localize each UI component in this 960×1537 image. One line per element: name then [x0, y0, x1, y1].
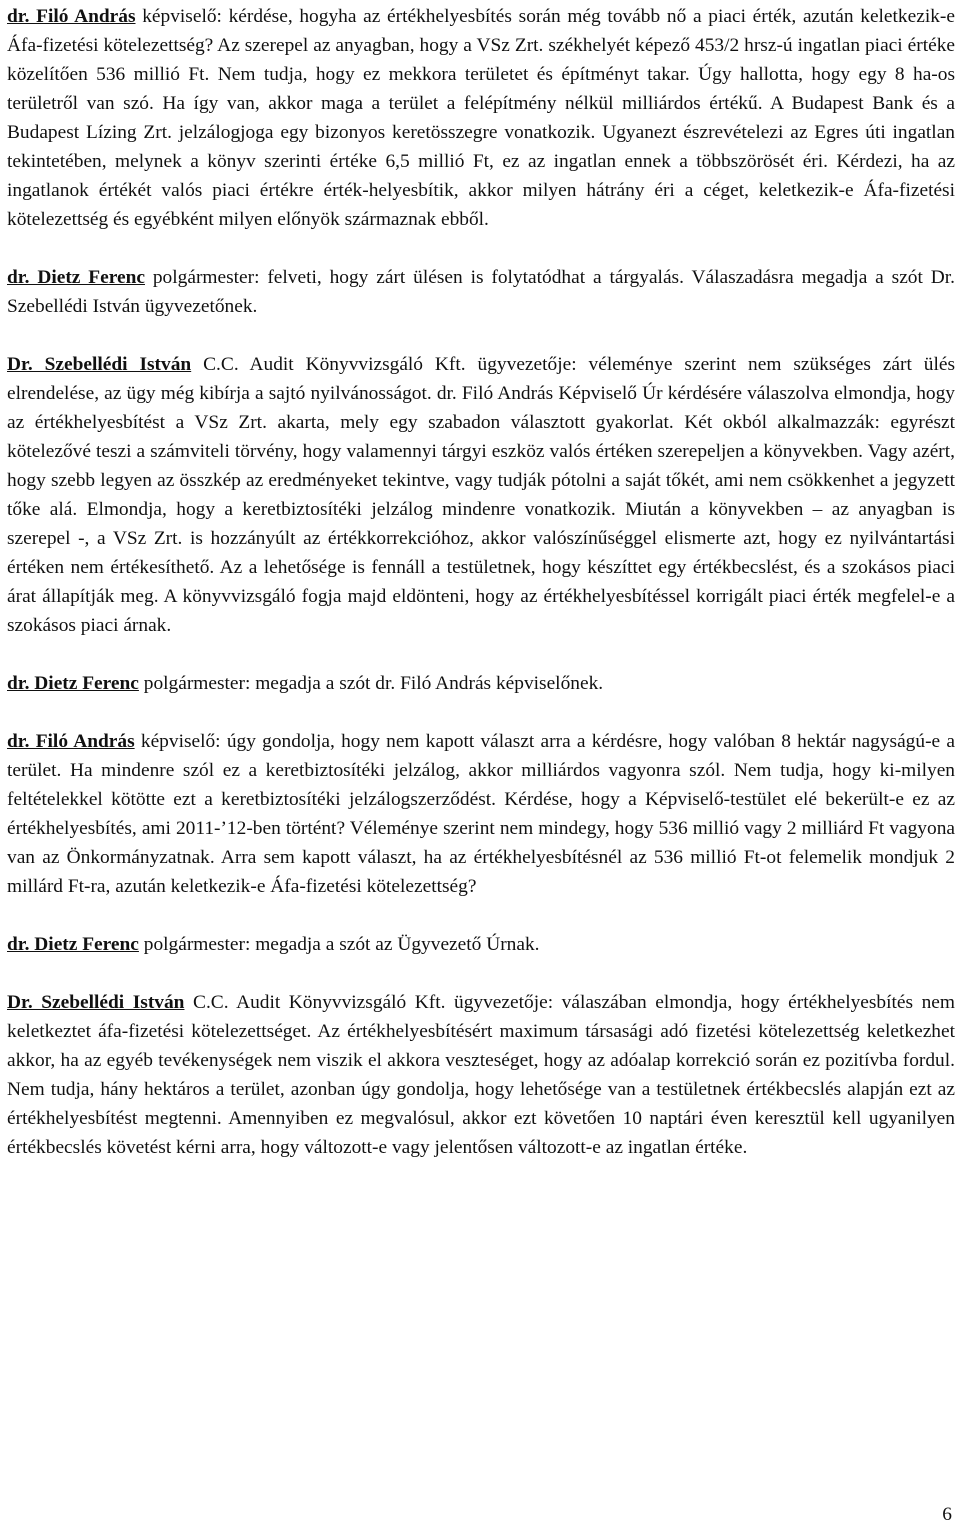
- paragraph-szebelledi-1: [7, 350, 955, 640]
- speaker-name: dr. Filó András: [7, 731, 135, 752]
- speaker-name: dr. Dietz Ferenc: [7, 267, 145, 288]
- paragraph-dietz-2: [7, 669, 955, 698]
- document-page: [7, 2, 955, 1191]
- paragraph-text: polgármester: megadja a szót az Ügyvezető Úrnak.: [138, 934, 540, 955]
- paragraph-szebelledi-2: [7, 988, 955, 1162]
- paragraph-text: C.C. Audit Könyvvizsgáló Kft. ügyvezetője: véleménye szerint nem szükséges zárt ülés elrendelése, az ügy még kibírja a sajtó nyilvánosságot. dr. Filó András Képviselő Úr kérdésére válaszolva elmondja, hogy az értékhelyesbítést a VSz Zrt. akarta, mely egy szabadon választott gyakorlat. Két okból alkalmazzák: egyrészt kötelezővé teszi a számviteli törvény, hogy valamennyi tárgyi eszköz valós értéken szerepeljen a könyvekben. Vagy azért, hogy szebb legyen az összkép az eredményeket tekintve, vagy tudják pótolni a saját tőkét, ami nem csökkenhet a jegyzett tőke alá. Elmondja, hogy a keretbiztosítéki jelzálog mindenre vonatkozik. Miután a könyvekben – az anyagban is szerepel -, a VSz Zrt. is hozzányúlt az értékkorrekcióhoz, akkor valószínűséggel elismerte azt, hogy ez nyilvántartási értéken nem értékesíthető. Az a lehetősége is fennáll a testületnek, hogy készíttet egy értékbecslést, és a szokásos piaci árat állapítják meg. A könyvvizsgáló fogja majd eldönteni, hogy az értékhelyesbítéssel korrigált piaci érték megfelel-e a szokásos piaci árnak.: [7, 354, 955, 636]
- paragraph-filo-question-2: [7, 727, 955, 901]
- paragraph-filo-question-1: [7, 2, 955, 234]
- speaker-name: dr. Dietz Ferenc: [7, 934, 139, 955]
- paragraph-text: polgármester: felveti, hogy zárt ülésen is folytatódhat a tárgyalás. Válaszadásra megadja a szót Dr. Szebellédi István ügyvezetőnek.: [7, 267, 956, 317]
- paragraph-dietz-3: [7, 930, 955, 959]
- paragraph-text: polgármester: megadja a szót dr. Filó András képviselőnek.: [138, 673, 604, 694]
- paragraph-dietz-1: [7, 263, 955, 321]
- paragraph-text: C.C. Audit Könyvvizsgáló Kft. ügyvezetője: válaszában elmondja, hogy értékhelyesbítés nem keletkeztet áfa-fizetési kötelezettséget. Az értékhelyesbítésért maximum társasági adó fizetési kötelezettség keletkezhet akkor, ha az egyéb tevékenységek nem viszik el akkora veszteséget, hogy az adóalap korrekció során ez pozitívba fordul. Nem tudja, hány hektáros a terület, azonban úgy gondolja, hogy lehetősége van a testületnek értékbecslés alapján ezt az értékhelyesbítést megtenni. Amennyiben ez megvalósul, akkor ezt követően 10 naptári éven keresztül kell ugyanilyen értékbecslés követést kérni arra, hogy változott-e vagy jelentősen változott-e az ingatlan értéke.: [7, 992, 956, 1158]
- paragraph-text: képviselő: úgy gondolja, hogy nem kapott választ arra a kérdésre, hogy valóban 8 hektár nagyságú-e a terület. Ha mindenre szól ez a keretbiztosítéki jelzálog, akkor milliárdos vagyonra szól. Nem tudja, hogy ki-milyen feltételekkel kötötte ezt a keretbiztosítéki jelzálogszerződést. Kérdése, hogy a Képviselő-testület elé bekerült-e ez az értékhelyesbítés, ami 2011-’12-ben történt? Véleménye szerint nem mindegy, hogy 536 millió vagy 2 milliárd Ft vagyona van az Önkormányzatnak. Arra sem kapott választ, ha az értékhelyesbítésnél az 536 millió Ft-ot felemelik mondjuk 2 millárd Ft-ra, azután keletkezik-e Áfa-fizetési kötelezettség?: [7, 731, 955, 897]
- paragraph-text: képviselő: kérdése, hogyha az értékhelyesbítés során még tovább nő a piaci érték, azután keletkezik-e Áfa-fizetési kötelezettség? Az szerepel az anyagban, hogy a VSz Zrt. székhelyét képező 453/2 hrsz-ú ingatlan piaci értéke közelítően 536 millió Ft. Nem tudja, hogy ez mekkora területet és építményt takar. Úgy hallotta, hogy egy 8 ha-os területről van szó. Ha így van, akkor maga a terület a felépítmény nélkül milliárdos értékű. A Budapest Bank és a Budapest Lízing Zrt. jelzálogjoga egy bizonyos keretösszegre vonatkozik. Ugyanezt észrevételezi az Egres úti ingatlan tekintetében, melynek a könyv szerinti értéke 6,5 millió Ft, ez az ingatlan ennek a többszörösét éri. Kérdezi, ha az ingatlanok értékét valós piaci értékre érték-helyesbítik, akkor milyen hátrány éri a céget, keletkezik-e Áfa-fizetési kötelezettség és egyébként milyen előnyök származnak ebből.: [7, 6, 955, 230]
- speaker-name: dr. Filó András: [7, 6, 136, 27]
- page-number: 6: [942, 1504, 952, 1525]
- speaker-name: dr. Dietz Ferenc: [7, 673, 139, 694]
- speaker-name: Dr. Szebellédi István: [7, 354, 192, 375]
- speaker-name: Dr. Szebellédi István: [7, 992, 185, 1013]
